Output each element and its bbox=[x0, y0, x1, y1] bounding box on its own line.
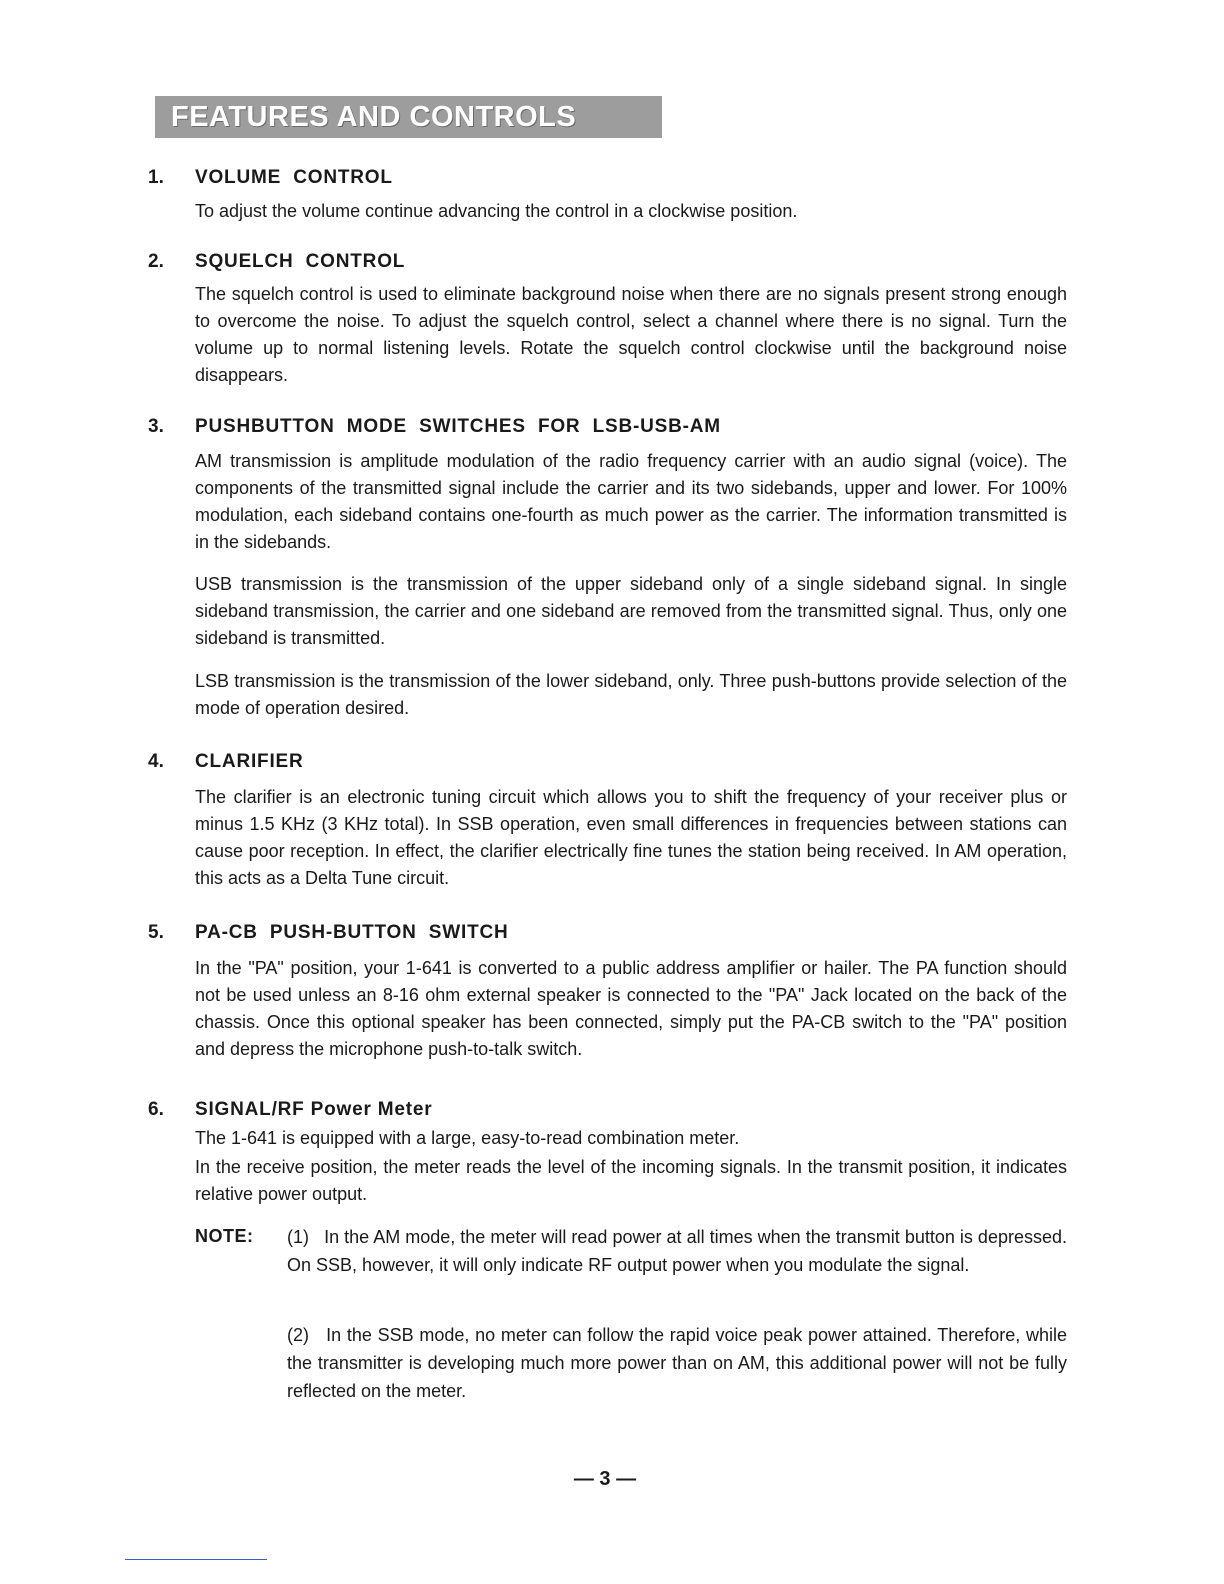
section-paragraph: The 1-641 is equipped with a large, easy-to-read combination meter. bbox=[195, 1128, 740, 1148]
section-number: 6. bbox=[148, 1099, 164, 1120]
section-paragraph: LSB transmission is the transmission of the lower sideband, only. Three push-buttons provide selection of the mode of operation desired. bbox=[195, 671, 1067, 718]
section-paragraph: In the "PA" position, your 1-641 is converted to a public address amplifier or hailer. The PA function should not be used unless an 8-16 ohm external speaker is connected to the "PA" Jack located on the back of the chassis. Once this optional speaker has been connected, simply put the PA-CB switch to the "PA" position and depress the microphone push-to-talk switch. bbox=[195, 958, 1067, 1059]
section-heading: VOLUME CONTROL bbox=[195, 167, 393, 188]
section-number: 5. bbox=[148, 922, 164, 943]
footer-rule bbox=[125, 1559, 267, 1560]
note-label: NOTE: bbox=[195, 1226, 254, 1246]
section-heading: CLARIFIER bbox=[195, 751, 304, 772]
section-paragraph: AM transmission is amplitude modulation of the radio frequency carrier with an audio signal (voice). The components of the transmitted signal include the carrier and its two sidebands, upper and lower. For 100% modulation, each sideband contains one-fourth as much power as the carrier. The information transmitted is in the sidebands. bbox=[195, 451, 1067, 552]
section-number: 2. bbox=[148, 251, 164, 272]
section-number: 3. bbox=[148, 416, 164, 437]
section-paragraph: USB transmission is the transmission of the upper sideband only of a single sideband signal. In single sideband transmission, the carrier and one sideband are removed from the transmitted signal. Thus, only one sideband is transmitted. bbox=[195, 574, 1067, 648]
section-paragraph: The squelch control is used to eliminate background noise when there are no signals present strong enough to overcome the noise. To adjust the squelch control, select a channel where there is no signal. Turn the volume up to normal listening levels. Rotate the squelch control clockwise until the background noise disappears. bbox=[195, 284, 1067, 385]
note-item: (2) In the SSB mode, no meter can follow the rapid voice peak power attained. Therefore, while the transmitter is developing much more power than on AM, this additional power will not be fully reflected on the meter. bbox=[287, 1325, 1073, 1401]
section-heading: PA-CB PUSH-BUTTON SWITCH bbox=[195, 922, 509, 943]
section-paragraph: In the receive position, the meter reads the level of the incoming signals. In the transmit position, it indicates relative power output. bbox=[195, 1157, 1067, 1204]
page-number: — 3 — bbox=[573, 1468, 637, 1490]
section-heading: PUSHBUTTON MODE SWITCHES FOR LSB-USB-AM bbox=[195, 416, 721, 437]
section-paragraph: To adjust the volume continue advancing the control in a clockwise position. bbox=[195, 201, 798, 221]
section-paragraph: The clarifier is an electronic tuning circuit which allows you to shift the frequency of your receiver plus or minus 1.5 KHz (3 KHz total). In SSB operation, even small differences in frequencies between stations can cause poor reception. In effect, the clarifier electrically fine tunes the station being received. In AM operation, this acts as a Delta Tune circuit. bbox=[195, 787, 1067, 888]
section-number: 1. bbox=[148, 167, 164, 188]
page-title: FEATURES AND CONTROLS bbox=[155, 96, 662, 138]
note-item: (1) In the AM mode, the meter will read power at all times when the transmit button is depressed. On SSB, however, it will only indicate RF output power when you modulate the signal. bbox=[287, 1227, 1073, 1275]
section-heading: SIGNAL/RF Power Meter bbox=[195, 1099, 433, 1120]
section-number: 4. bbox=[148, 751, 164, 772]
section-heading: SQUELCH CONTROL bbox=[195, 251, 406, 272]
